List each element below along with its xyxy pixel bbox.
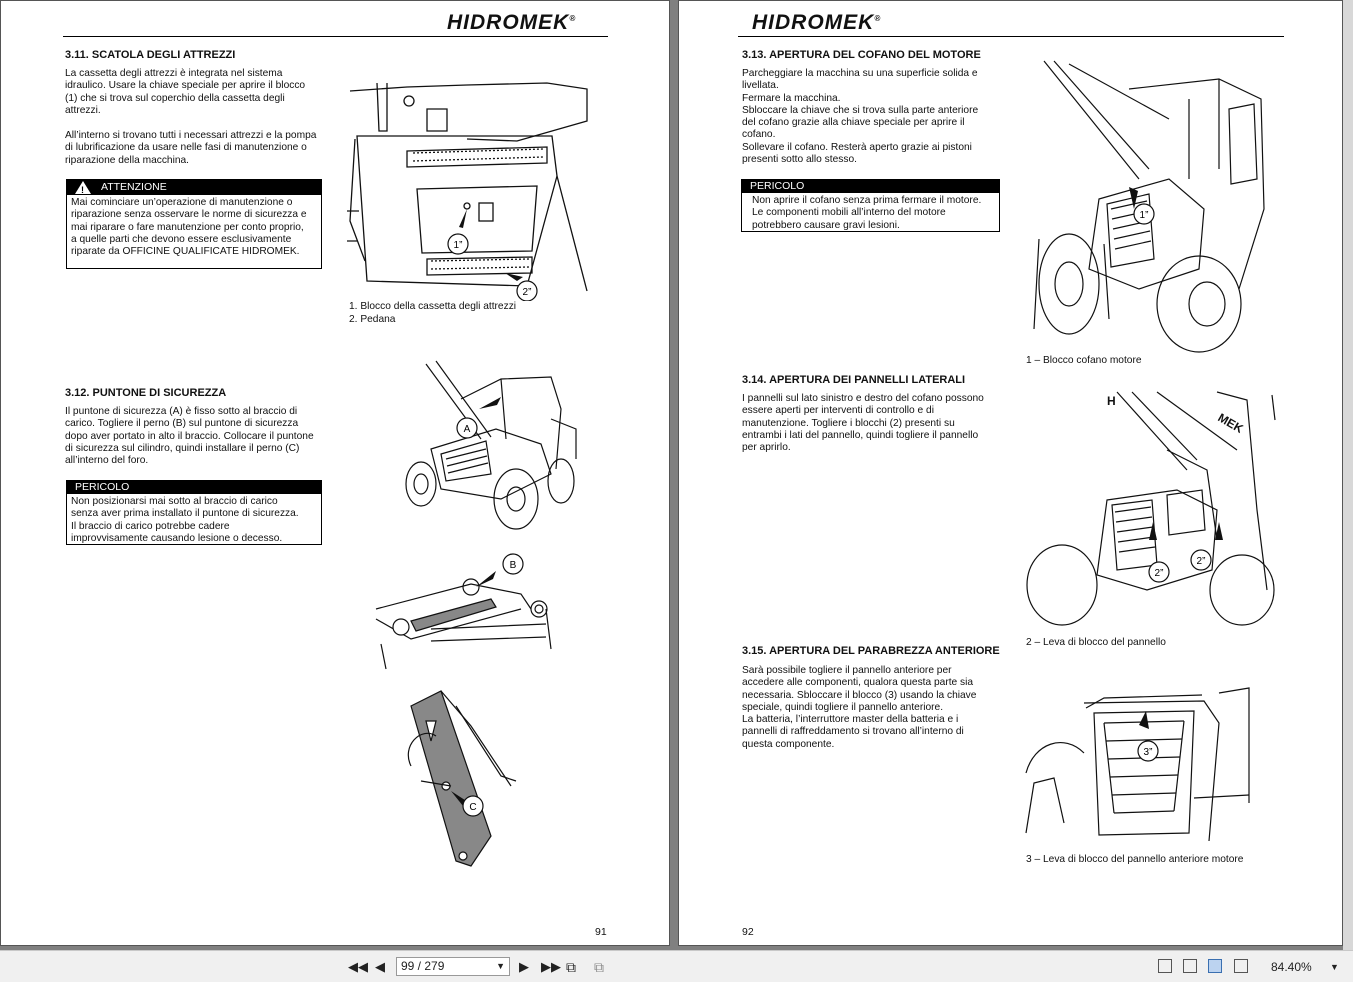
fig-label-2-b: 2” — [1196, 556, 1206, 567]
section-title-3-15: 3.15. APERTURA DEL PARABREZZA ANTERIORE — [742, 645, 1000, 657]
pdf-navigation-toolbar — [0, 950, 1353, 982]
danger-text: Non aprire il cofano senza prima fermare il motore. Le componenti mobili all’interno del motore potrebbero causare gravi lesioni. — [752, 195, 982, 231]
fig-label-B: B — [509, 560, 517, 571]
danger-box — [66, 480, 322, 545]
pin-c-illustration — [401, 686, 531, 881]
danger-title: PERICOLO — [75, 481, 130, 493]
toolbox-captions: 1. Blocco della cassetta degli attrezzi 2. Pedana — [349, 301, 517, 325]
front-panel-illustration — [1024, 683, 1254, 843]
section-title-3-11: 3.11. SCATOLA DEGLI ATTREZZI — [65, 49, 236, 61]
vertical-scrollbar[interactable] — [1343, 0, 1353, 950]
backhoe-safety-strut-illustration — [401, 359, 581, 534]
fig-label-1: 1” — [453, 240, 463, 251]
section-3-14-para: I pannelli sul lato sinistro e destro del cofano possono essere aperti per interventi di controllo e di manutenzione. Togliere i blocchi (2) presenti su entrambi i lati del pannello, quindi togliere il pannello per aprirlo. — [742, 393, 984, 454]
fig-label-2-a: 2” — [1154, 568, 1164, 579]
section-3-13-para: Parcheggiare la macchina su una superficie solida e livellata. Fermare la macchina. Sbloccare la chiave che si trova sulla parte anteriore del cofano grazie alla chiave speciale per aprire il cofano. Sollevare il cofano. Resterà aperto grazie ai pistoni presenti sotto allo stesso. — [742, 68, 979, 166]
danger-box — [741, 179, 1000, 232]
fig-label-2: 2” — [522, 287, 532, 298]
warning-triangle-icon: ! — [75, 181, 91, 194]
header-rule — [63, 36, 608, 37]
single-page-view-icon[interactable] — [1158, 959, 1172, 973]
fit-page-icon[interactable]: ⧉ — [566, 959, 576, 975]
svg-text:H: H — [1107, 394, 1116, 408]
zoom-level[interactable]: 84.40% — [1271, 960, 1312, 974]
next-page-icon[interactable]: ▶ — [519, 959, 529, 974]
section-3-12-para: Il puntone di sicurezza (A) è fisso sotto al braccio di carico. Togliere il perno (B) sul puntone di sicurezza dopo aver portato in alto il braccio. Collocare il puntone di sicurezza sul cilindro, quindi installare il perno (C) all’interno del foro. — [65, 406, 314, 467]
zoom-dropdown-icon[interactable]: ▼ — [1330, 962, 1339, 972]
hidromek-logo: HIDROMEK® — [447, 11, 577, 34]
caption-side-panel: 2 – Leva di blocco del pannello — [1026, 637, 1166, 648]
chevron-down-icon[interactable]: ▼ — [496, 961, 505, 971]
first-page-icon[interactable]: ◀◀ — [348, 959, 368, 974]
warning-box — [66, 179, 322, 269]
pin-b-illustration — [371, 549, 556, 674]
section-3-15-para: Sarà possibile togliere il pannello anteriore per accedere alle componenti, qualora questa parte sia necessaria. Sbloccare il blocco (3) usando la chiave speciale, quindi togliere il pannello anteriore. La batteria, l’interruttore master della batteria e i pannelli di raffreddamento si trovano all’interno di questa componente. — [742, 665, 977, 750]
engine-hood-illustration — [1029, 59, 1269, 355]
last-page-icon[interactable]: ▶▶ — [541, 959, 561, 974]
danger-title: PERICOLO — [750, 180, 805, 192]
continuous-view-icon[interactable] — [1183, 959, 1197, 973]
rotate-view-icon[interactable]: ⧉ — [594, 959, 604, 975]
hidromek-logo: HIDROMEK® — [752, 11, 882, 34]
header-rule — [738, 36, 1284, 37]
page-number-field[interactable] — [396, 957, 510, 976]
two-page-view-icon[interactable] — [1208, 959, 1222, 973]
page-number-value: 99 / 279 — [401, 959, 445, 973]
section-title-3-14: 3.14. APERTURA DEI PANNELLI LATERALI — [742, 374, 966, 386]
fig-label-3: 3” — [1143, 747, 1153, 758]
danger-text: Non posizionarsi mai sotto al braccio di carico senza aver prima installato il puntone di sicurezza. Il braccio di carico potrebbe cadere improvvisamente causando lesione o decesso. — [71, 496, 299, 544]
toolbox-illustration — [347, 81, 592, 301]
fig-label-1-hood: 1” — [1139, 210, 1149, 221]
fig-label-C: C — [469, 802, 477, 813]
section-3-11-para-2: All’interno si trovano tutti i necessari attrezzi e la pompa di lubrificazione da usare nelle fasi di manutenzione o riparazione della macchina. — [65, 130, 317, 166]
two-page-continuous-view-icon[interactable] — [1234, 959, 1248, 973]
page-92 — [678, 0, 1343, 946]
previous-page-icon[interactable]: ◀ — [375, 959, 385, 974]
warning-title: ATTENZIONE — [101, 181, 167, 193]
page-91 — [0, 0, 670, 946]
svg-text:MEK: MEK — [1215, 410, 1246, 436]
page-number-91: 91 — [595, 926, 607, 938]
page-number-92: 92 — [742, 926, 754, 938]
side-panel-illustration — [1017, 390, 1279, 626]
fig-label-A: A — [463, 424, 471, 435]
section-title-3-12: 3.12. PUNTONE DI SICUREZZA — [65, 387, 227, 399]
warning-text: Mai cominciare un’operazione di manutenzione o riparazione senza osservare le norme di sicurezza e mai riparare o fare manutenzione per conto proprio, a quelle parti che devono essere esclusivamente riparate da OFFICINE QUALIFICATE HIDROMEK. — [71, 197, 307, 258]
caption-hood: 1 – Blocco cofano motore — [1026, 355, 1142, 366]
section-3-11-para-1: La cassetta degli attrezzi è integrata nel sistema idraulico. Usare la chiave speciale per aprire il blocco (1) che si trova sul coperchio della cassetta degli attrezzi. — [65, 68, 306, 116]
section-title-3-13: 3.13. APERTURA DEL COFANO DEL MOTORE — [742, 49, 981, 61]
caption-front-panel: 3 – Leva di blocco del pannello anteriore motore — [1026, 854, 1244, 865]
